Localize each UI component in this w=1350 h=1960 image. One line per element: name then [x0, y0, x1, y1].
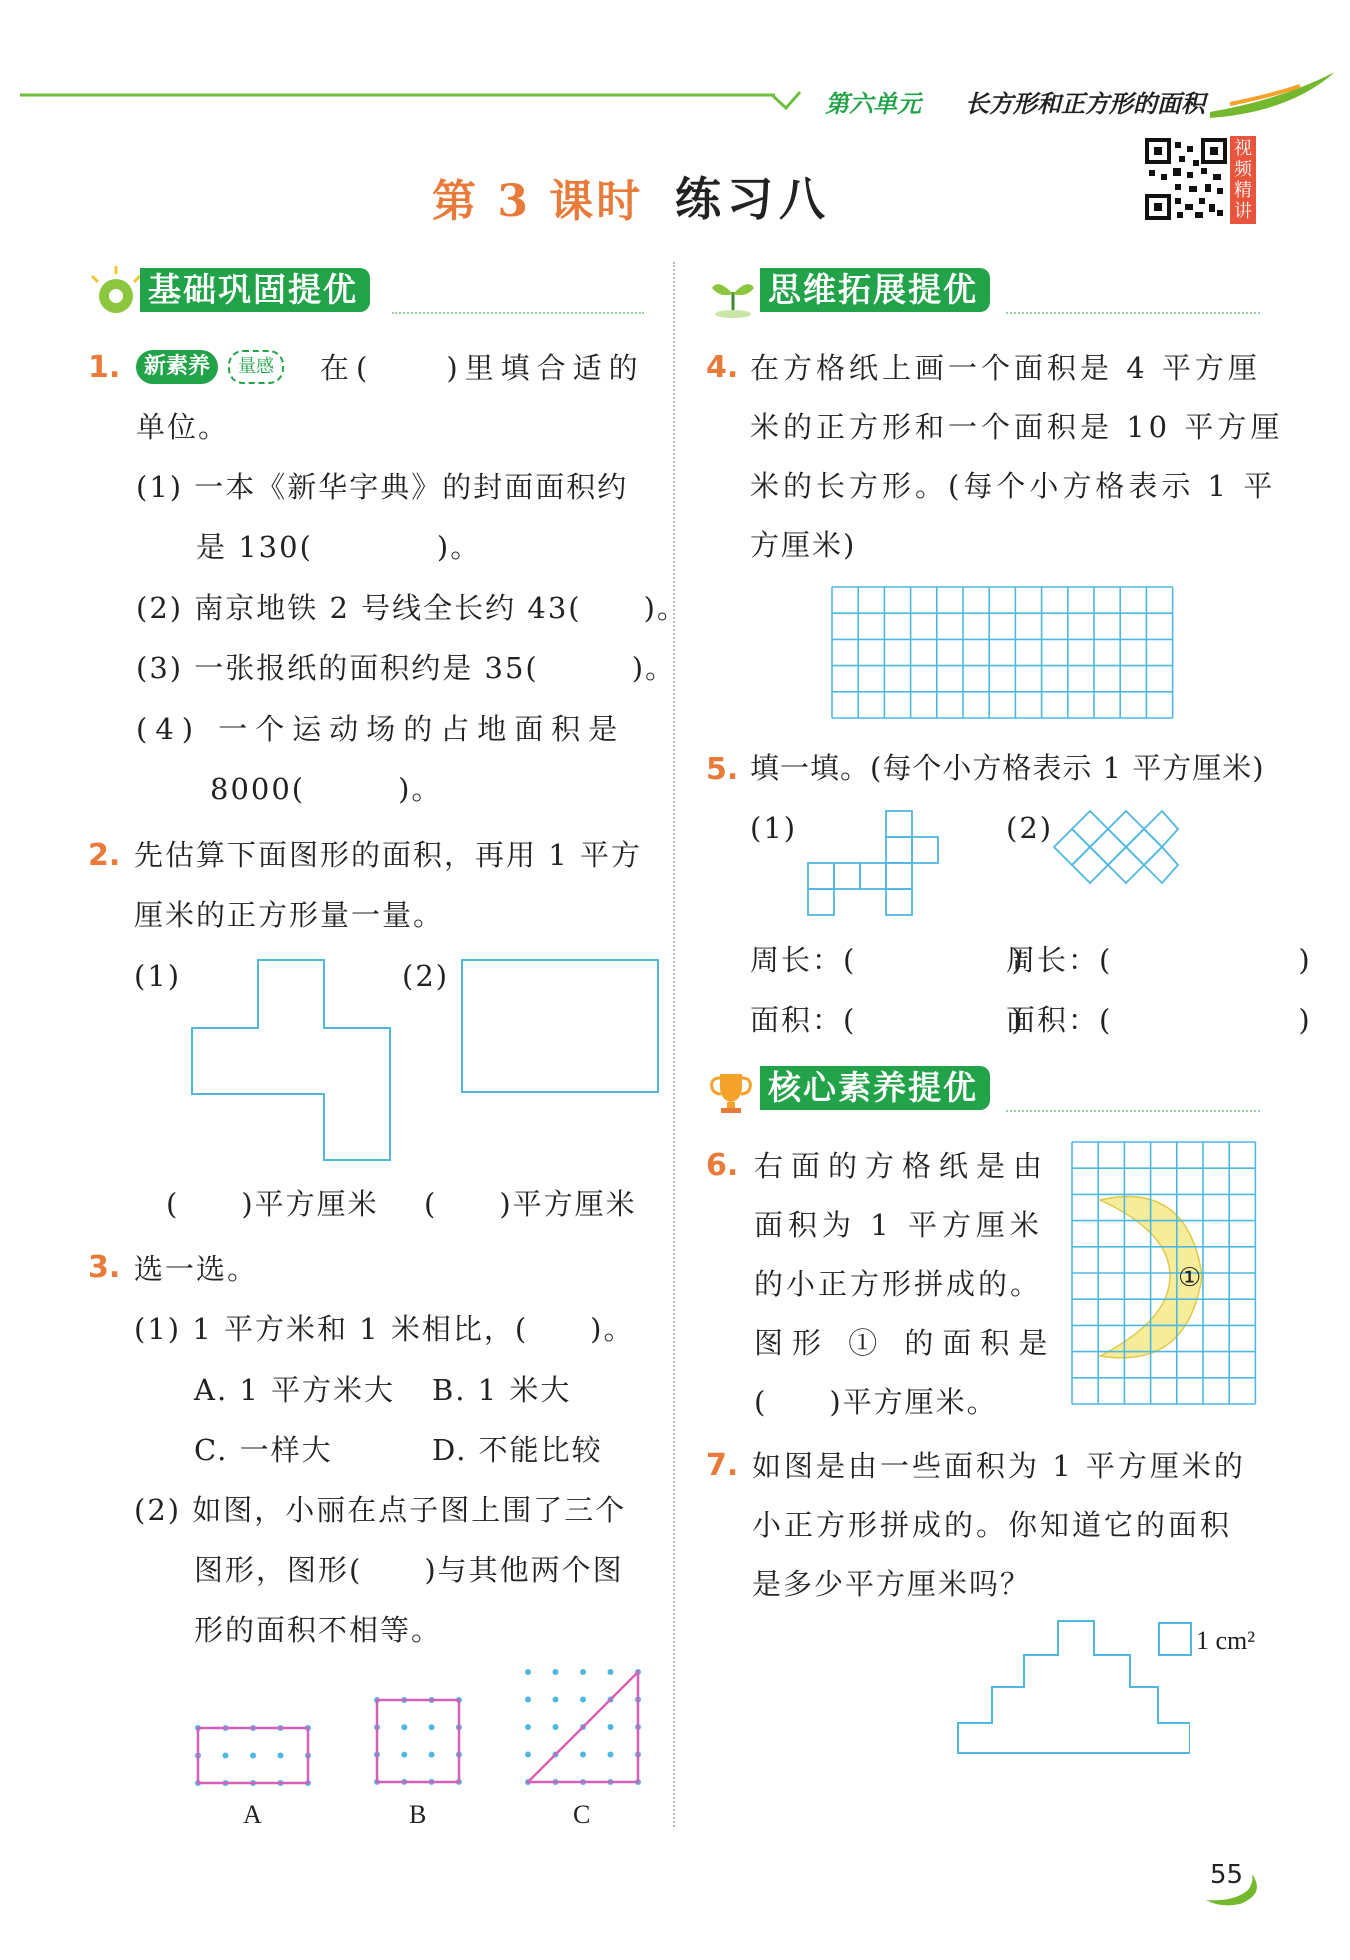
q2-figures: [180, 950, 670, 1170]
q4-line1: 在方格纸上画一个面积是 4 平方厘: [750, 351, 1261, 385]
cross-shape: [192, 960, 390, 1160]
grid-dot: [429, 1752, 435, 1758]
pyramid-shape: [958, 1621, 1190, 1753]
q6-line5[interactable]: ( )平方厘米。: [754, 1385, 998, 1419]
section-rule: [1006, 312, 1260, 314]
grid-dot: [278, 1753, 284, 1759]
q1-part4a: (4) 一个运动场的占地面积是: [136, 712, 626, 746]
q4-number: 4.: [706, 350, 739, 385]
q7-line3: 是多少平方厘米吗？: [752, 1567, 1032, 1601]
lesson-title: 练习八: [675, 172, 831, 226]
q7-staircase-figure: [950, 1615, 1190, 1755]
q6-grid-with-crescent: [1070, 1140, 1260, 1410]
q4-line3: 米的长方形。(每个小方格表示 1 平: [750, 469, 1277, 503]
section-extend: 思维拓展提优: [760, 268, 990, 312]
q5-number: 5.: [706, 752, 739, 787]
q6-line1: 右面的方格纸是由: [754, 1149, 1051, 1183]
dot-figure-b: [377, 1700, 459, 1782]
section-rule: [1006, 1110, 1260, 1112]
q3-fig-b-label: B: [409, 1800, 427, 1829]
q1-part1b[interactable]: 是 130( )。: [196, 530, 482, 564]
grid-dot: [580, 1697, 586, 1703]
page-swoosh-icon: [1200, 1870, 1270, 1910]
lesson-number: 第 3 课时: [432, 176, 644, 227]
q7-number: 7.: [706, 1448, 739, 1483]
grid-dot: [525, 1724, 531, 1730]
grid-dot: [525, 1669, 531, 1675]
grid-dot: [608, 1752, 614, 1758]
trophy-icon: [706, 1068, 756, 1116]
q1-badge-sub: 量感: [228, 350, 284, 384]
q1-number: 1.: [88, 350, 121, 385]
crescent-label: ①: [1178, 1263, 1202, 1293]
q3-option-a[interactable]: A. 1 平方米大: [194, 1373, 396, 1407]
q2-answer1[interactable]: ( )平方厘米: [166, 1187, 379, 1221]
grid-dot: [580, 1669, 586, 1675]
q3-part1[interactable]: (1) 1 平方米和 1 米相比，( )。: [134, 1312, 635, 1346]
grid-dot: [553, 1724, 559, 1730]
grid-dot: [429, 1724, 435, 1730]
q3-option-d[interactable]: D. 不能比较: [432, 1433, 603, 1467]
q5-label2: (2): [1006, 811, 1054, 845]
column-divider: [673, 262, 675, 1827]
q3-option-b[interactable]: B. 1 米大: [432, 1373, 572, 1407]
q5-figures: [800, 805, 1180, 925]
grid-dot: [608, 1724, 614, 1730]
q6-line3: 的小正方形拼成的。: [754, 1267, 1043, 1301]
page-number: 55: [1210, 1860, 1244, 1890]
unit-square-legend: [1158, 1622, 1192, 1656]
diamond-shape: [1054, 811, 1178, 883]
q3-dot-grids: [190, 1660, 650, 1800]
q3-fig-c-label: C: [573, 1800, 591, 1829]
q4-line2: 米的正方形和一个面积是 10 平方厘: [750, 410, 1284, 444]
unit-label: 第六单元: [825, 90, 921, 118]
q4-grid-paper[interactable]: [830, 585, 1174, 721]
grid-dot: [401, 1752, 407, 1758]
q7-line1: 如图是由一些面积为 1 平方厘米的: [752, 1449, 1246, 1483]
q3-part2a: (2) 如图，小丽在点子图上围了三个: [134, 1493, 627, 1527]
q1-part1a: (1) 一本《新华字典》的封面面积约: [136, 470, 629, 504]
grid-dot: [250, 1753, 256, 1759]
q5-perimeter2[interactable]: 周长：( ): [1006, 943, 1312, 977]
sprout-icon: [708, 270, 758, 318]
q2-label1: (1): [134, 959, 182, 993]
q2-label2: (2): [402, 959, 450, 993]
q6-line4: 图形 ① 的面积是: [754, 1326, 1057, 1360]
grid-dot: [580, 1752, 586, 1758]
q3-number: 3.: [88, 1250, 121, 1285]
q5-perimeter1[interactable]: 周长：( ): [750, 943, 1025, 977]
grid-dot: [553, 1669, 559, 1675]
q5-area2[interactable]: 面积：( ): [1006, 1003, 1312, 1037]
q3-part2b[interactable]: 图形，图形( )与其他两个图: [194, 1553, 624, 1587]
q1-part4b[interactable]: 8000( )。: [210, 772, 443, 806]
section-basic: 基础巩固提优: [140, 268, 370, 312]
q6-number: 6.: [706, 1148, 739, 1183]
q4-line4: 方厘米): [750, 528, 857, 562]
q1-stem2: 单位。: [136, 410, 230, 444]
staircase-shape: [808, 811, 938, 915]
q6-line2: 面积为 1 平方厘米: [754, 1208, 1044, 1242]
qr-code-icon[interactable]: [1145, 138, 1227, 220]
q1-part3[interactable]: (3) 一张报纸的面积约是 35( )。: [136, 651, 677, 685]
grid-dot: [525, 1697, 531, 1703]
grid-dot: [223, 1753, 229, 1759]
grid-dot: [608, 1669, 614, 1675]
q2-stem: 先估算下面图形的面积，再用 1 平方: [134, 838, 642, 872]
q5-label1: (1): [750, 811, 798, 845]
q2-number: 2.: [88, 838, 121, 873]
section-rule: [392, 312, 644, 314]
rectangle-shape: [462, 960, 658, 1092]
q2-stem2: 厘米的正方形量一量。: [134, 898, 445, 932]
q3-stem: 选一选。: [134, 1252, 259, 1286]
q3-fig-a-label: A: [243, 1800, 262, 1829]
grid-dot: [525, 1752, 531, 1758]
grid-dot: [553, 1697, 559, 1703]
grid-dot: [401, 1724, 407, 1730]
q7-legend-label: 1 cm²: [1196, 1626, 1256, 1655]
q1-part2[interactable]: (2) 南京地铁 2 号线全长约 43( )。: [136, 591, 688, 625]
q1-stem: 在( )里填合适的: [320, 351, 645, 385]
q3-part2c: 形的面积不相等。: [194, 1613, 443, 1647]
q5-area1[interactable]: 面积：( ): [750, 1003, 1025, 1037]
section-core: 核心素养提优: [760, 1066, 990, 1110]
unit-topic: 长方形和正方形的面积: [965, 90, 1205, 118]
q3-option-c[interactable]: C. 一样大: [194, 1433, 333, 1467]
qr-label: 视频精讲: [1230, 136, 1256, 224]
q7-line2: 小正方形拼成的。你知道它的面积: [752, 1508, 1233, 1542]
gear-sun-icon: [88, 266, 144, 318]
dot-figure-c: [528, 1672, 638, 1782]
q5-stem: 填一填。(每个小方格表示 1 平方厘米): [750, 751, 1265, 785]
q2-answer2[interactable]: ( )平方厘米: [424, 1187, 637, 1221]
q1-badge: 新素养: [136, 350, 218, 384]
